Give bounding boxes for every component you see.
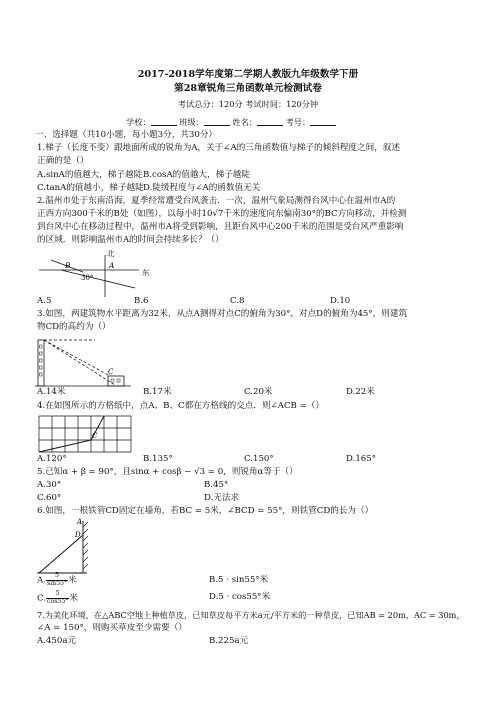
q2-text-line4: 的区域．则影响温州市A的时间会持续多长？（） [37, 235, 224, 245]
q3-option-d[interactable]: D.22米 [346, 387, 375, 397]
q5-text-line1: 5.已知α + β = 90°，且sinα + cosβ − √3 = 0，则锐角α等于（） [37, 467, 298, 477]
angle-label: 30° [81, 274, 94, 282]
q3-figure [35, 336, 135, 388]
id-label: 考号： [285, 117, 311, 127]
school-label: 学校： [126, 117, 151, 127]
q1-option-c[interactable]: C.tanA的值越小，梯子越陡 [37, 183, 144, 193]
point-c-label: C [92, 432, 98, 440]
q3-text-line1: 3.如图，两建筑物水平距离为32米，从点A测得对点C的俯角为30°，对点D的俯角为45°，则建筑 [37, 309, 408, 319]
q6-option-c[interactable]: C. $\frac{5}{\cos 55^\circ}$ 米 [37, 590, 78, 605]
q1-text-line1: 1.梯子（长度不变）跟地面所成的锐角为A，关于∠A的三角函数值与梯子的倾斜程度之间，叙述 [37, 143, 400, 153]
q6-option-b[interactable]: B.5 · sin55°米 [209, 575, 269, 585]
typhoon-path [61, 270, 135, 288]
exam-title-line2: 第28章锐角三角函数单元检测试卷 [174, 83, 322, 94]
grid [39, 416, 131, 452]
q4-option-c[interactable]: C.150° [244, 454, 274, 464]
q2-text-line3: 到台风中心在移动过程中，温州市A将受到影响，且距台风中心200千米的范围是受台风严重影响 [37, 222, 404, 232]
q3-option-a[interactable]: A.14米 [37, 387, 66, 397]
building-ab [38, 340, 44, 386]
q5-option-b[interactable]: B.45° [204, 480, 229, 490]
point-c-label: C [108, 368, 114, 376]
name-label: 姓名： [232, 117, 257, 127]
id-field[interactable] [310, 116, 336, 126]
q1-text-line2: 正确的是（） [37, 156, 89, 166]
q3-option-c[interactable]: C.20米 [244, 387, 273, 397]
building-cd [108, 376, 124, 386]
point-b-label: B [65, 261, 71, 270]
student-info-row [126, 116, 336, 128]
sight-line-d [44, 340, 115, 385]
point-a-label: A [109, 261, 115, 270]
q2-text-line2: 正西方向300千米的B处（如图），以每小时10√7千米的速度向东偏南30°的BC方向移动，并检测 [37, 209, 407, 219]
school-field[interactable] [151, 116, 177, 126]
q6-text-line1: 6.如图，一根铁管CD固定在墙角，若BC = 5米，∠BCD = 55°，则铁管CD的长为（） [37, 506, 374, 516]
q6-figure [35, 517, 115, 575]
exam-info: 考试总分：120分 考试时间：120分钟 [177, 99, 319, 109]
q4-option-a[interactable]: A.120° [37, 454, 67, 464]
q1-option-a[interactable]: A.sinA的值越大，梯子越陡 [37, 170, 143, 180]
q2-option-a[interactable]: A.5 [37, 296, 52, 306]
q7-option-a[interactable]: A.450a元 [37, 636, 77, 646]
class-field[interactable] [204, 116, 230, 126]
q1-option-d[interactable]: D.陡缓程度与∠A的函数值无关 [143, 183, 261, 193]
class-label: 班级： [179, 117, 204, 127]
q6-option-d[interactable]: D.5 · cos55°米 [209, 592, 271, 602]
q5-option-c[interactable]: C.60° [37, 493, 62, 503]
q5-option-d[interactable]: D.无法求 [204, 493, 240, 503]
q4-option-b[interactable]: B.135° [143, 454, 173, 464]
q5-option-a[interactable]: A.30° [37, 480, 62, 490]
q2-text-line1: 2.温州市处于东南沿海，夏季经常遭受台风袭击．一次，温州气象局测得台风中心在温州市A的 [37, 196, 396, 206]
q2-option-c[interactable]: C.8 [230, 296, 245, 306]
q4-option-d[interactable]: D.165° [346, 454, 377, 464]
exam-title-line1: 2017-2018学年度第二学期人教版九年级数学下册 [137, 69, 359, 80]
q7-text-line2: ∠A = 150°，则购买草皮至少需要（） [37, 623, 187, 633]
north-label: 北 [107, 249, 115, 258]
q2-option-b[interactable]: B.6 [134, 296, 149, 306]
q6-option-a[interactable]: A. $\frac{5}{\sin 55^\circ}$ 米 [37, 572, 77, 587]
q7-text-line1: 7.为美化环境，在△ABC空地上种植草皮，已知草皮每平方米a元/平方米的一种草皮，已知AB = 20m，AC = 30m， [37, 610, 465, 620]
sight-line-c [44, 340, 110, 376]
q2-figure [35, 248, 160, 298]
name-field[interactable] [257, 116, 283, 126]
q3-option-b[interactable]: B.17米 [143, 387, 172, 397]
point-a-label: A [77, 518, 83, 526]
pipe-cd [39, 535, 83, 573]
q4-text-line1: 4.在如图所示的方格纸中，点A、B、C都在方格线的交点．则∠ACB =（） [37, 401, 324, 411]
east-label: 东 [142, 268, 150, 277]
q1-option-b[interactable]: B.cosA的值越大，梯子越陡 [143, 170, 250, 180]
q2-option-d[interactable]: D.10 [330, 296, 351, 306]
point-d-label: D [75, 531, 81, 539]
q3-text-line2: 物CD的高约为（） [37, 322, 111, 332]
q4-figure [35, 414, 135, 454]
section-heading: 一、选择题（共10小题，每小题3分，共30分） [35, 130, 218, 140]
q7-option-b[interactable]: B.225a元 [209, 636, 249, 646]
